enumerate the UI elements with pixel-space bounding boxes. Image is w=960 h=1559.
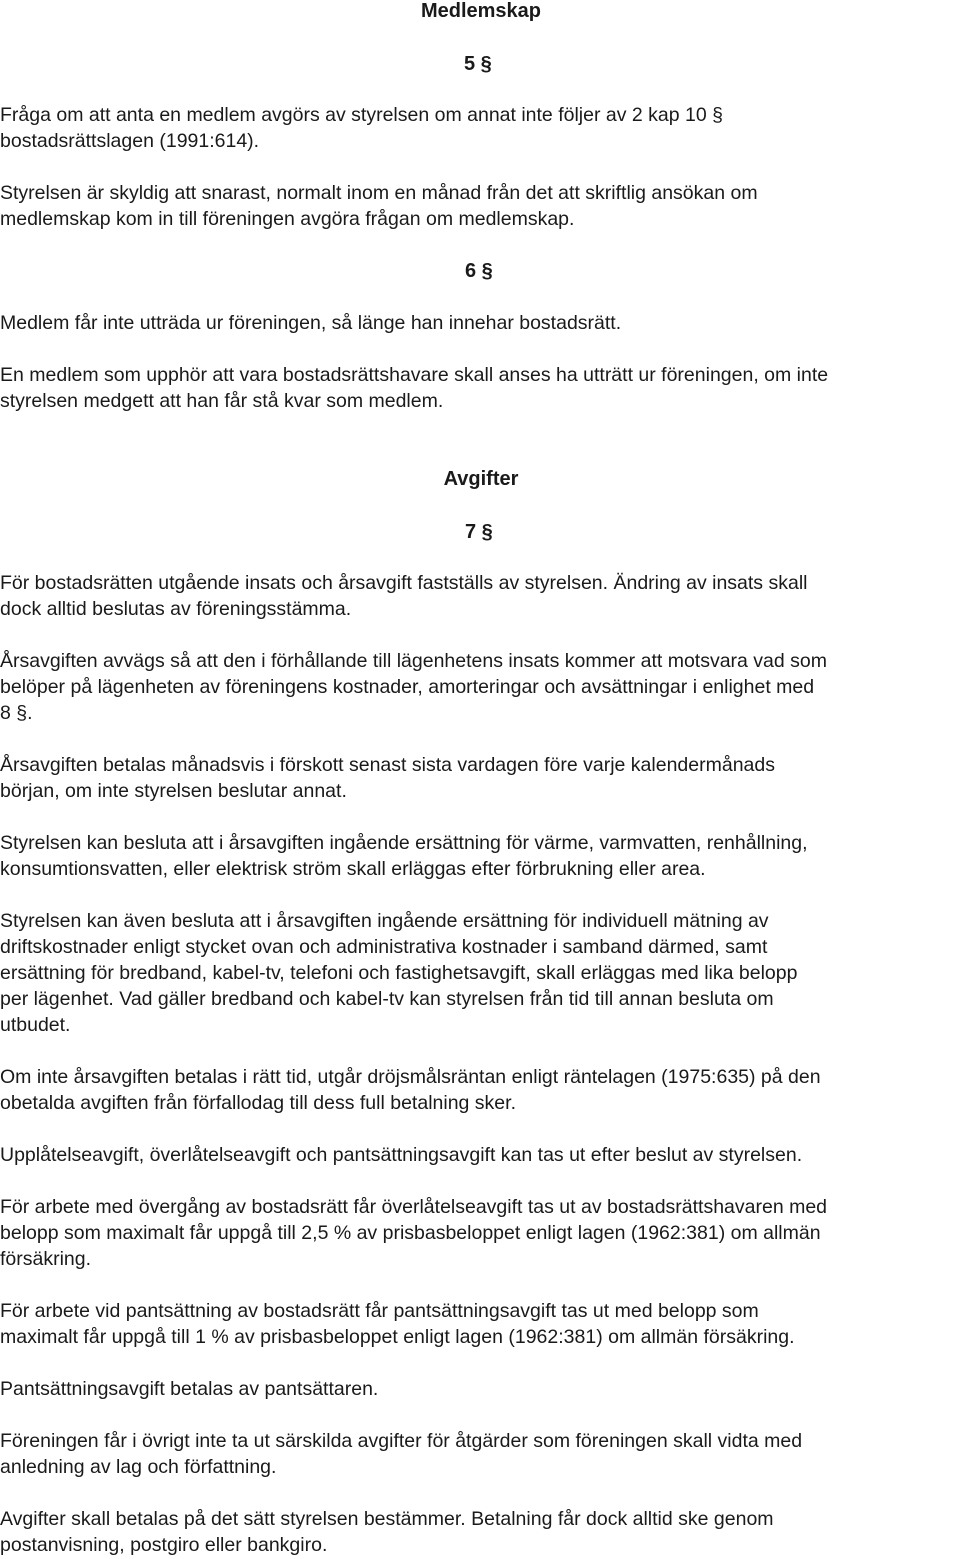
text-line: försäkring. <box>0 1248 92 1270</box>
text-line: Upplåtelseavgift, överlåtelseavgift och pantsättningsavgift kan tas ut efter beslut av styrelsen. <box>0 1144 803 1166</box>
text-line: Avgifter skall betalas på det sätt styrelsen bestämmer. Betalning får dock alltid ske genom <box>0 1508 774 1530</box>
section-5-number: 5 § <box>464 53 492 75</box>
text-line: Pantsättningsavgift betalas av pantsättaren. <box>0 1378 379 1400</box>
text-line: per lägenhet. Vad gäller bredband och kabel-tv kan styrelsen från tid till annan besluta om <box>0 988 774 1010</box>
text-line: början, om inte styrelsen beslutar annat. <box>0 780 347 802</box>
section-6-number: 6 § <box>465 260 493 282</box>
text-line: Om inte årsavgiften betalas i rätt tid, utgår dröjsmålsräntan enligt räntelagen (1975:635) på den <box>0 1066 821 1088</box>
text-line: utbudet. <box>0 1014 71 1036</box>
text-line: Fråga om att anta en medlem avgörs av styrelsen om annat inte följer av 2 kap 10 § <box>0 104 723 126</box>
text-line: styrelsen medgett att han får stå kvar som medlem. <box>0 390 444 412</box>
text-line: bostadsrättslagen (1991:614). <box>0 130 260 152</box>
text-line: konsumtionsvatten, eller elektrisk ström skall erläggas efter förbrukning eller area. <box>0 858 706 880</box>
text-line: Årsavgiften avvägs så att den i förhållande till lägenhetens insats kommer att motsvara vad som <box>0 650 827 672</box>
text-line: Styrelsen kan besluta att i årsavgiften ingående ersättning för värme, varmvatten, renhållning, <box>0 832 808 854</box>
section-7-number: 7 § <box>465 521 493 543</box>
text-line: Styrelsen kan även besluta att i årsavgiften ingående ersättning för individuell mätning av <box>0 910 769 932</box>
text-line: För arbete med övergång av bostadsrätt får överlåtelseavgift tas ut av bostadsrättshavaren med <box>0 1196 828 1218</box>
text-line: En medlem som upphör att vara bostadsrättshavare skall anses ha utträtt ur föreningen, om inte <box>0 364 829 386</box>
text-line: anledning av lag och författning. <box>0 1456 277 1478</box>
heading-avgifter: Avgifter <box>443 468 519 490</box>
text-line: För bostadsrätten utgående insats och årsavgift fastställs av styrelsen. Ändring av insats skall <box>0 572 808 594</box>
text-line: Årsavgiften betalas månadsvis i förskott senast sista vardagen före varje kalendermånads <box>0 754 775 776</box>
text-line: medlemskap kom in till föreningen avgöra frågan om medlemskap. <box>0 208 575 230</box>
text-line: driftskostnader enligt stycket ovan och administrativa kostnader i samband därmed, samt <box>0 936 768 958</box>
text-line: Styrelsen är skyldig att snarast, normalt inom en månad från det att skriftlig ansökan om <box>0 182 758 204</box>
text-line: Medlem får inte utträda ur föreningen, så länge han innehar bostadsrätt. <box>0 312 622 334</box>
heading-medlemskap: Medlemskap <box>420 0 542 22</box>
text-line: maximalt får uppgå till 1 % av prisbasbeloppet enligt lagen (1962:381) om allmän försäkring. <box>0 1326 795 1348</box>
text-line: För arbete vid pantsättning av bostadsrätt får pantsättningsavgift tas ut med belopp som <box>0 1300 759 1322</box>
text-line: postanvisning, postgiro eller bankgiro. <box>0 1534 328 1556</box>
text-line: ersättning för bredband, kabel-tv, telefoni och fastighetsavgift, skall erläggas med lika belopp <box>0 962 798 984</box>
text-line: belöper på lägenheten av föreningens kostnader, amorteringar och avsättningar i enlighet med <box>0 676 815 698</box>
text-line: 8 §. <box>0 702 33 724</box>
text-line: Föreningen får i övrigt inte ta ut särskilda avgifter för åtgärder som föreningen skall vidta med <box>0 1430 803 1452</box>
text-line: belopp som maximalt får uppgå till 2,5 % av prisbasbeloppet enligt lagen (1962:381) om allmän <box>0 1222 821 1244</box>
text-line: obetalda avgiften från förfallodag till dess full betalning sker. <box>0 1092 516 1114</box>
text-line: dock alltid beslutas av föreningsstämma. <box>0 598 352 620</box>
